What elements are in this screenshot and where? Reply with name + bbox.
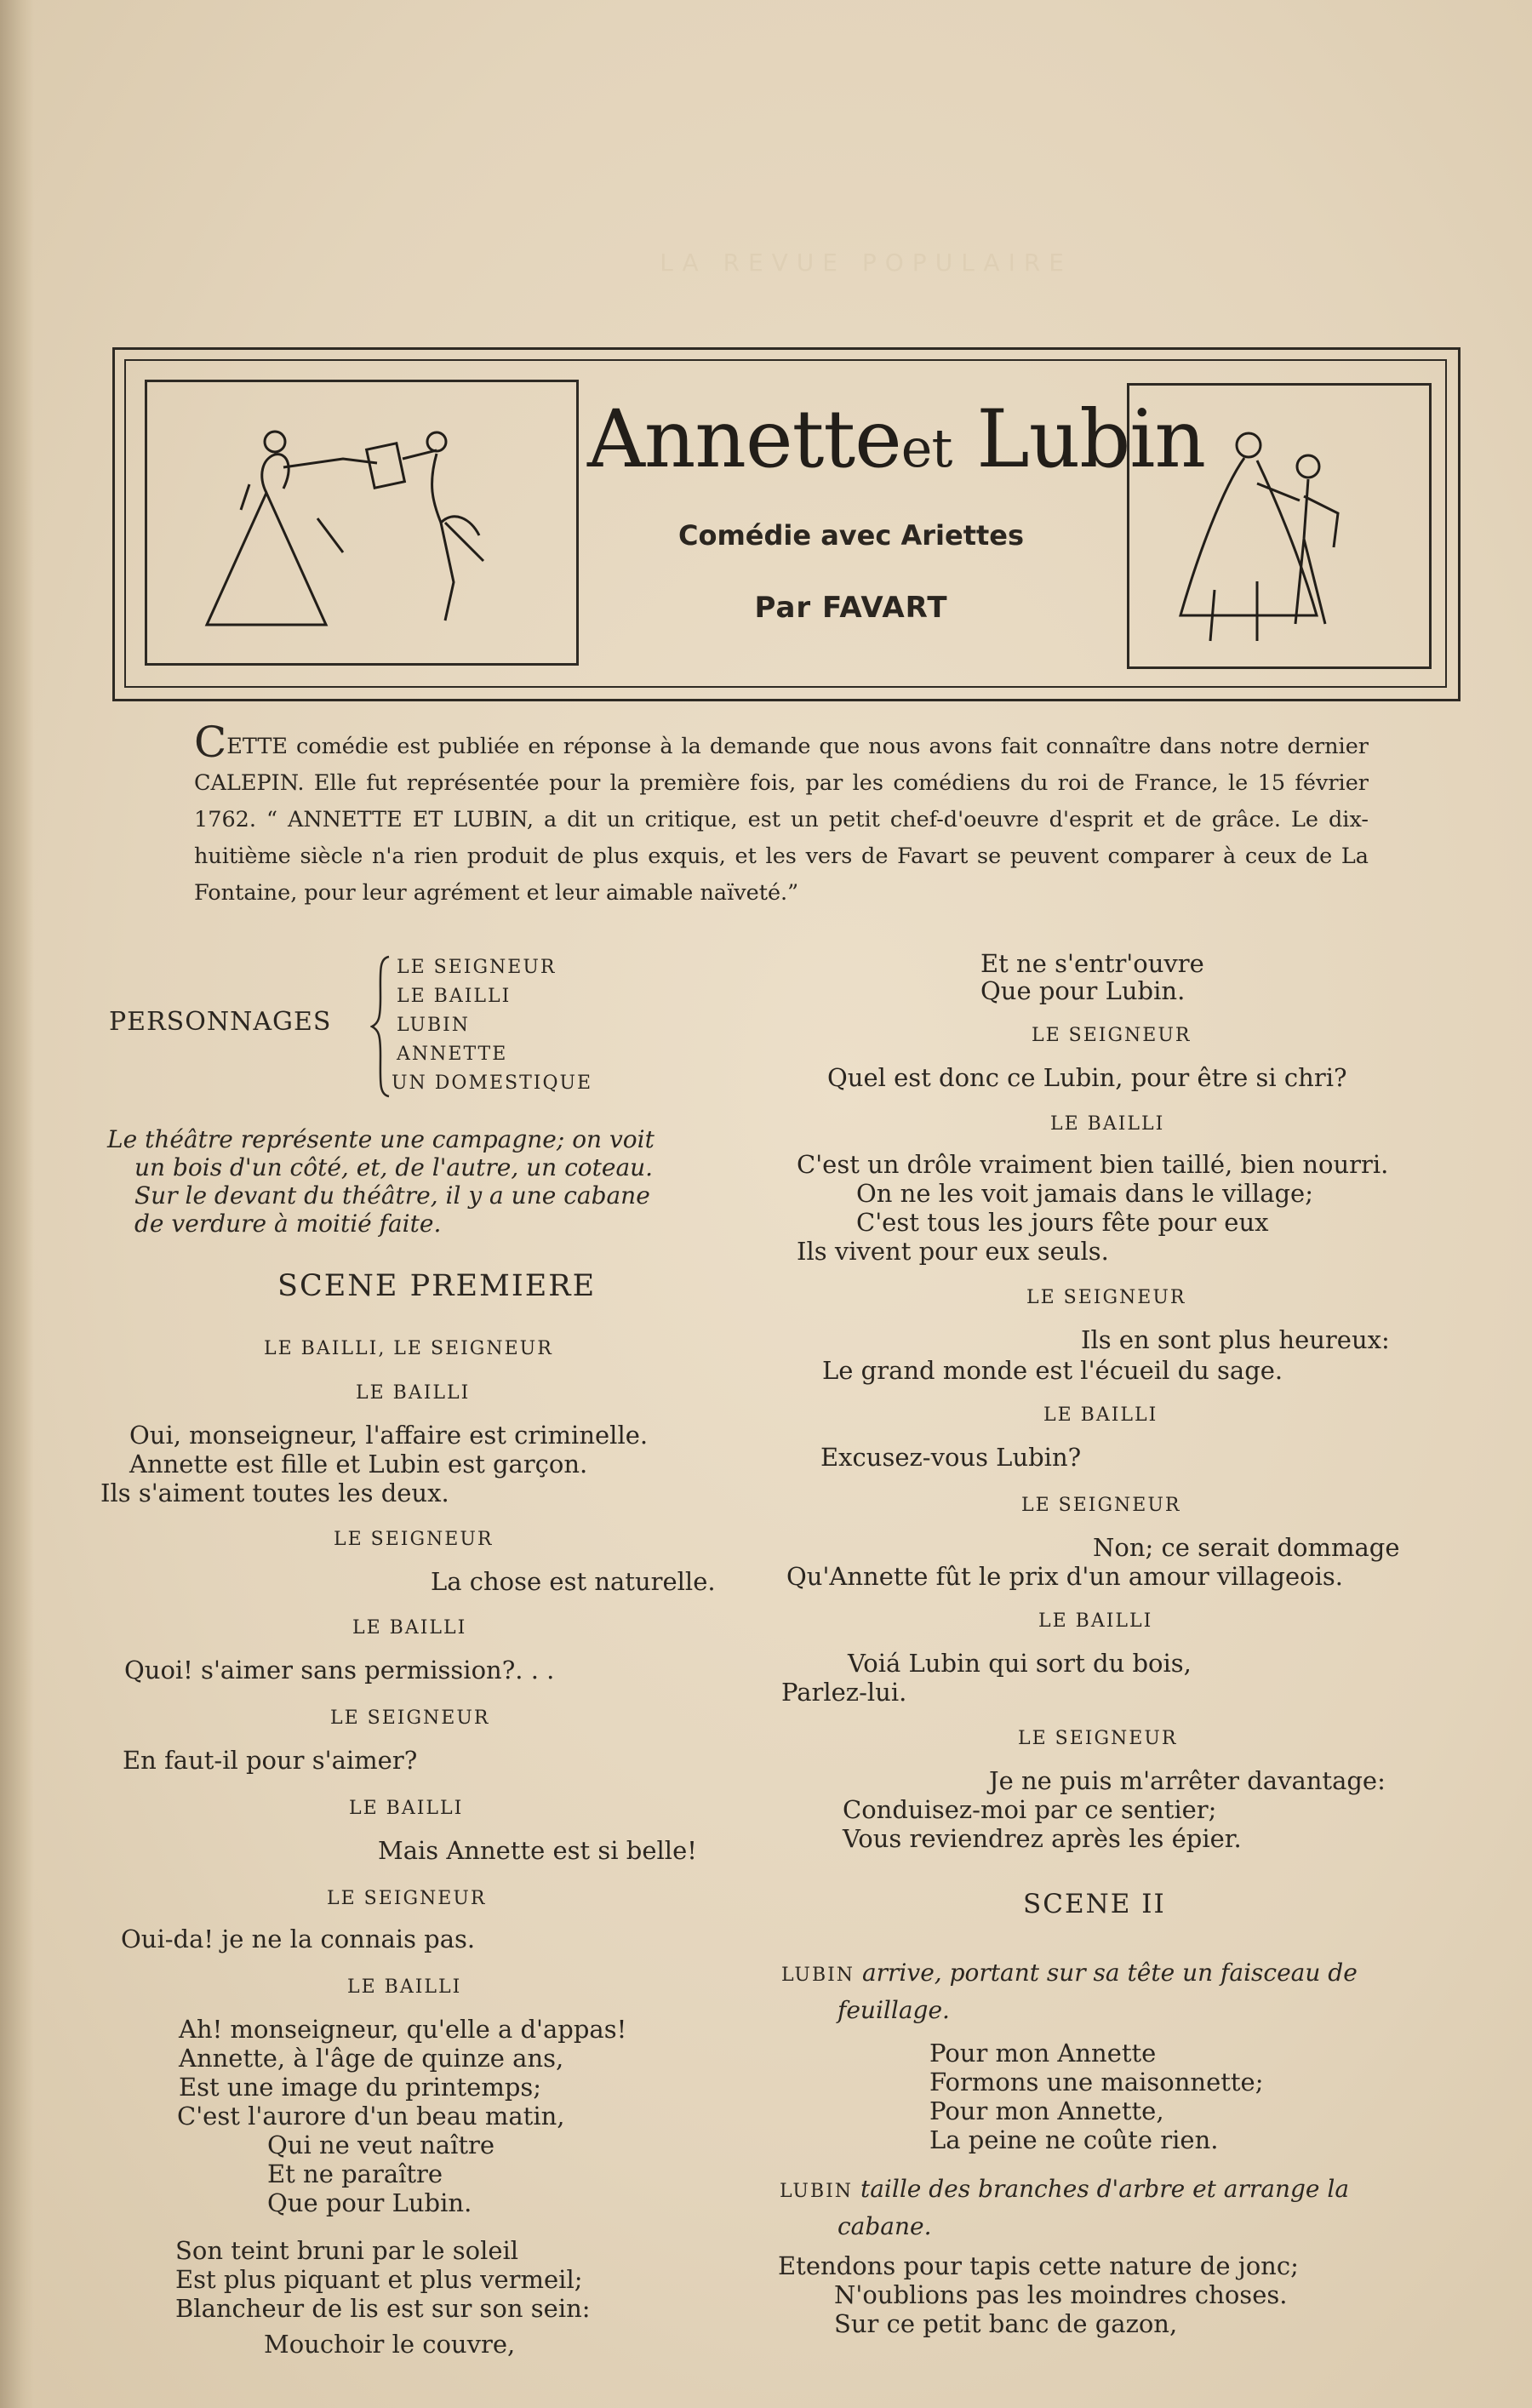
- speaker-name: LE SEIGNEUR: [334, 1529, 494, 1550]
- verse-line: On ne les voit jamais dans le village;: [856, 1179, 1313, 1208]
- cast-item: UN DOMESTIQUE: [392, 1072, 593, 1094]
- verse-line: Ils vivent pour eux seuls.: [797, 1237, 1109, 1266]
- stage-direction: feuillage.: [837, 1996, 950, 2024]
- author-line: Par FAVART: [754, 591, 948, 625]
- scene-title: SCENE II: [1023, 1889, 1166, 1919]
- verse-line: Que pour Lubin.: [267, 2188, 472, 2217]
- running-head-showthrough: LA REVUE POPULAIRE: [660, 249, 1072, 277]
- vignette-two-figures: [1127, 383, 1432, 669]
- verse-line: Vous reviendrez après les épier.: [843, 1824, 1242, 1853]
- speaker-name: LE SEIGNEUR: [1018, 1728, 1178, 1749]
- verse-line: Et ne s'entr'ouvre: [980, 949, 1204, 978]
- verse-line: Et ne paraître: [267, 2159, 443, 2188]
- verse-line: Quel est donc ce Lubin, pour être si chri?: [827, 1063, 1347, 1092]
- verse-line: Est une image du printemps;: [179, 2073, 542, 2102]
- direction-text: arrive, portant sur sa tête un faisceau de: [861, 1959, 1358, 1987]
- verse-line: Formons une maisonnette;: [929, 2068, 1264, 2096]
- scene-title: SCENE PREMIERE: [277, 1269, 597, 1303]
- verse-line: Quoi! s'aimer sans permission?. . .: [124, 1656, 555, 1684]
- personnages-label: PERSONNAGES: [109, 1007, 332, 1037]
- cast-item: LE SEIGNEUR: [397, 957, 557, 978]
- speaker-name: LE BAILLI: [349, 1798, 464, 1819]
- book-gutter: [0, 0, 34, 2408]
- verse-line: Mais Annette est si belle!: [378, 1836, 697, 1865]
- speaker-name: LE SEIGNEUR: [330, 1707, 490, 1729]
- title-word-annette: Annette: [587, 393, 901, 486]
- verse-line: C'est tous les jours fête pour eux: [856, 1208, 1269, 1237]
- verse-line: Le grand monde est l'écueil du sage.: [822, 1356, 1283, 1385]
- cast-brace: [370, 955, 392, 1098]
- speaker-name: LE SEIGNEUR: [1021, 1495, 1181, 1516]
- verse-line: Annette, à l'âge de quinze ans,: [179, 2044, 564, 2073]
- verse-line: Annette est fille et Lubin est garçon.: [129, 1450, 588, 1479]
- verse-line: Ah! monseigneur, qu'elle a d'appas!: [179, 2015, 627, 2044]
- stage-direction: [780, 2177, 1349, 2201]
- stage-direction: cabane.: [837, 2212, 932, 2240]
- verse-line: C'est l'aurore d'un beau matin,: [177, 2102, 565, 2131]
- verse-line: Conduisez-moi par ce sentier;: [843, 1795, 1217, 1824]
- verse-line: Non; ce serait dommage: [1093, 1533, 1400, 1562]
- intro-paragraph: [194, 718, 1369, 912]
- verse-line: Sur ce petit banc de gazon,: [834, 2309, 1178, 2338]
- cast-item: LUBIN: [397, 1015, 471, 1036]
- verse-line: Qui ne veut naître: [267, 2131, 495, 2159]
- page-title: [587, 393, 1206, 486]
- verse-line: Pour mon Annette: [929, 2039, 1157, 2068]
- verse-line: Etendons pour tapis cette nature de jonc;: [778, 2251, 1299, 2280]
- intro-text: ETTE comédie est publiée en réponse à la demande que nous avons fait connaître dans notre dernier CALEPIN. Elle fut représentée pour la première fois, par les comédiens du roi de France, le 15 février 1762. “ ANNETTE ET LUBIN, a dit un critique, est un petit chef-d'oeuvre d'esprit et de grâce. Le dix-huitième siècle n'a rien produit de plus exquis, et les vers de Favart se peuvent comparer à ceux de La Fontaine, pour leur agrément et leur aimable naïveté.”: [194, 734, 1369, 906]
- verse-line: La chose est naturelle.: [431, 1567, 716, 1596]
- speaker-name: LE SEIGNEUR: [327, 1888, 487, 1909]
- verse-line: N'oublions pas les moindres choses.: [834, 2280, 1288, 2309]
- verse-line: Blancheur de lis est sur son sein:: [175, 2294, 591, 2323]
- direction-speaker: LUBIN: [780, 2181, 854, 2202]
- verse-line: Je ne puis m'arrêter davantage:: [989, 1766, 1386, 1795]
- stage-direction: de verdure à moitié faite.: [134, 1210, 442, 1238]
- stage-direction: Le théâtre représente une campagne; on voit: [107, 1125, 655, 1153]
- verse-line: En faut-il pour s'aimer?: [123, 1746, 418, 1775]
- verse-line: Voiá Lubin qui sort du bois,: [848, 1649, 1192, 1678]
- drop-cap: C: [194, 718, 227, 767]
- speaker-name: LE BAILLI: [347, 1976, 462, 1998]
- verse-line: Pour mon Annette,: [929, 2096, 1164, 2125]
- verse-line: Son teint bruni par le soleil: [175, 2236, 519, 2265]
- verse-line: Est plus piquant et plus vermeil;: [175, 2265, 583, 2294]
- verse-line: Qu'Annette fût le prix d'un amour villageois.: [786, 1562, 1343, 1591]
- cast-item: ANNETTE: [397, 1044, 508, 1065]
- verse-line: Ils s'aiment toutes les deux.: [100, 1479, 449, 1507]
- verse-line: La peine ne coûte rien.: [929, 2125, 1219, 2154]
- stage-direction: Sur le devant du théâtre, il y a une cabane: [134, 1181, 650, 1210]
- title-word-lubin: Lubin: [976, 393, 1206, 486]
- direction-text: taille des branches d'arbre et arrange la: [860, 2175, 1350, 2203]
- verse-line: Oui, monseigneur, l'affaire est criminelle.: [129, 1421, 649, 1450]
- verse-line: Que pour Lubin.: [980, 976, 1186, 1005]
- scene-cast: LE BAILLI, LE SEIGNEUR: [264, 1338, 553, 1359]
- verse-line: Mouchoir le couvre,: [264, 2330, 516, 2359]
- cast-item: LE BAILLI: [397, 986, 512, 1007]
- verse-line: Ils en sont plus heureux:: [1081, 1325, 1390, 1354]
- subtitle: Comédie avec Ariettes: [677, 519, 1025, 552]
- verse-line: Excusez-vous Lubin?: [820, 1443, 1082, 1472]
- verse-line: Parlez-lui.: [781, 1678, 907, 1707]
- speaker-name: LE BAILLI: [1038, 1610, 1153, 1632]
- verse-line: C'est un drôle vraiment bien taillé, bien nourri.: [797, 1150, 1389, 1179]
- speaker-name: LE BAILLI: [356, 1382, 471, 1404]
- direction-speaker: LUBIN: [781, 1965, 855, 1986]
- vignette-dancing-couple: [145, 380, 579, 666]
- speaker-name: LE SEIGNEUR: [1032, 1025, 1192, 1046]
- stage-direction: [781, 1961, 1358, 1985]
- speaker-name: LE BAILLI: [1050, 1113, 1165, 1135]
- speaker-name: LE SEIGNEUR: [1026, 1287, 1186, 1308]
- speaker-name: LE BAILLI: [1043, 1404, 1158, 1426]
- stage-direction: un bois d'un côté, et, de l'autre, un coteau.: [134, 1153, 654, 1181]
- title-word-et: et: [900, 417, 952, 479]
- verse-line: Oui-da! je ne la connais pas.: [121, 1925, 476, 1953]
- speaker-name: LE BAILLI: [352, 1617, 467, 1639]
